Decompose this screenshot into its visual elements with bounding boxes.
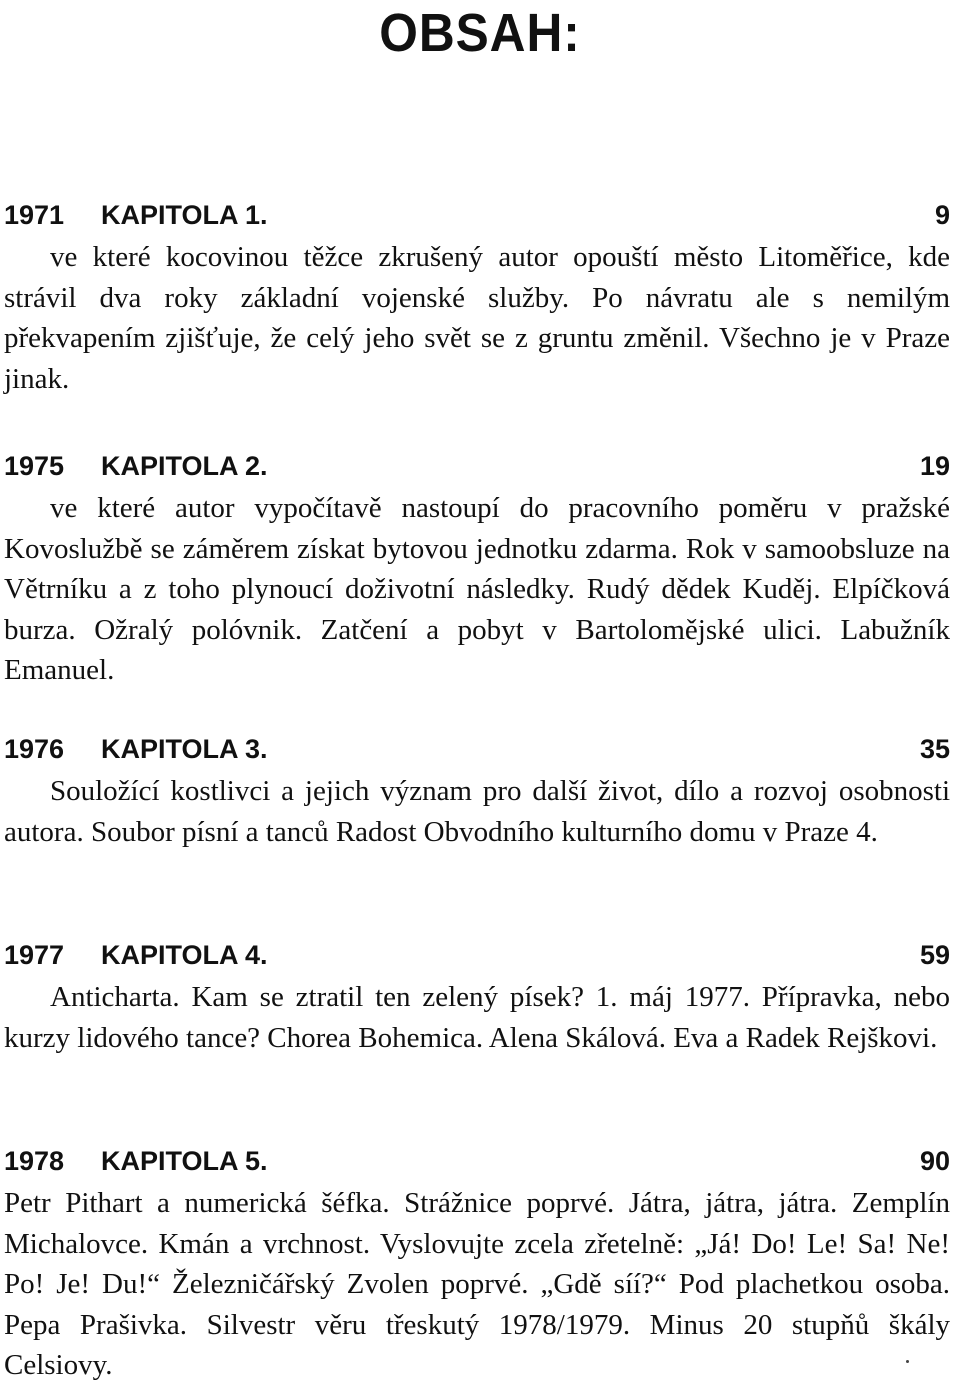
chapter-label: KAPITOLA 1. (101, 200, 268, 230)
toc-entry (4, 197, 952, 399)
chapter-page-number: 35 (919, 734, 950, 764)
toc-entry (4, 1143, 952, 1386)
chapter-description: ve které kocovinou těžce zkrušený autor opouští město Litoměřice, kde strávil dva roky základní vojenské služby. Po návratu ale s nemilým překvapením zjišťuje, že celý jeho svět se z gruntu změnil. Všechno je v Praze jinak. (4, 241, 950, 395)
toc-entry-heading (4, 731, 952, 771)
chapter-page-number: 9 (934, 200, 950, 230)
page-title: OBSAH: (379, 3, 581, 63)
toc-entry (4, 937, 952, 1058)
chapter-year: 1978 (4, 1146, 65, 1176)
chapter-year: 1975 (4, 451, 65, 481)
chapter-description: ve které autor vypočítavě nastoupí do pracovního poměru v pražské Kovoslužbě se záměrem získat bytovou jednotku zdarma. Rok v samoobsluze na Větrníku a z toho plynoucí doživotní následky. Rudý dědek Kuděj. Elpíčková burza. Ožralý polóvnik. Zatčení a pobyt v Bartolomějské ulici. Labužník Emanuel. (4, 492, 950, 686)
toc-entry-heading-left (4, 937, 268, 973)
toc-entry-heading-left (4, 448, 268, 484)
chapter-year: 1976 (4, 734, 65, 764)
chapter-label: KAPITOLA 3. (101, 734, 268, 764)
toc-entry-heading (4, 937, 952, 977)
toc-entry (4, 731, 952, 852)
chapter-label: KAPITOLA 5. (101, 1146, 268, 1176)
chapter-label: KAPITOLA 2. (101, 451, 268, 481)
chapter-description: Petr Pithart a numerická šéfka. Strážnice poprvé. Játra, játra, játra. Zemplín Michalovce. Kmán a vrchnost. Vyslovujte zcela zřetelně: „Já! Do! Le! Sa! Ne! Po! Je! Du!“ Železničářský Zvolen poprvé. „Gdě síí?“ Pod plachetkou osoba. Pepa Prašivka. Silvestr věru třeskutý 1978/1979. Minus 20 stupňů škály Celsiovy. (4, 1187, 950, 1381)
chapter-page-number: 90 (919, 1146, 950, 1176)
chapter-description: Souložící kostlivci a jejich význam pro další život, dílo a rozvoj osobnosti autora. Soubor písní a tanců Radost Obvodního kulturního domu v Praze 4. (4, 775, 950, 848)
toc-entry-heading-left (4, 197, 268, 233)
toc-entry-heading-left (4, 731, 268, 767)
chapter-year: 1971 (4, 200, 65, 230)
chapter-year: 1977 (4, 940, 65, 970)
ink-speck (906, 1360, 909, 1363)
toc-entry (4, 448, 952, 691)
toc-entry-heading (4, 448, 952, 488)
toc-entry-heading (4, 1143, 952, 1183)
chapter-page-number: 19 (919, 451, 950, 481)
chapter-label: KAPITOLA 4. (101, 940, 268, 970)
toc-entry-heading (4, 197, 952, 237)
chapter-description: Anticharta. Kam se ztratil ten zelený písek? 1. máj 1977. Přípravka, nebo kurzy lidového tance? Chorea Bohemica. Alena Skálová. Eva a Radek Rejškovi. (4, 981, 950, 1054)
toc-entry-heading-left (4, 1143, 268, 1179)
chapter-page-number: 59 (919, 940, 950, 970)
